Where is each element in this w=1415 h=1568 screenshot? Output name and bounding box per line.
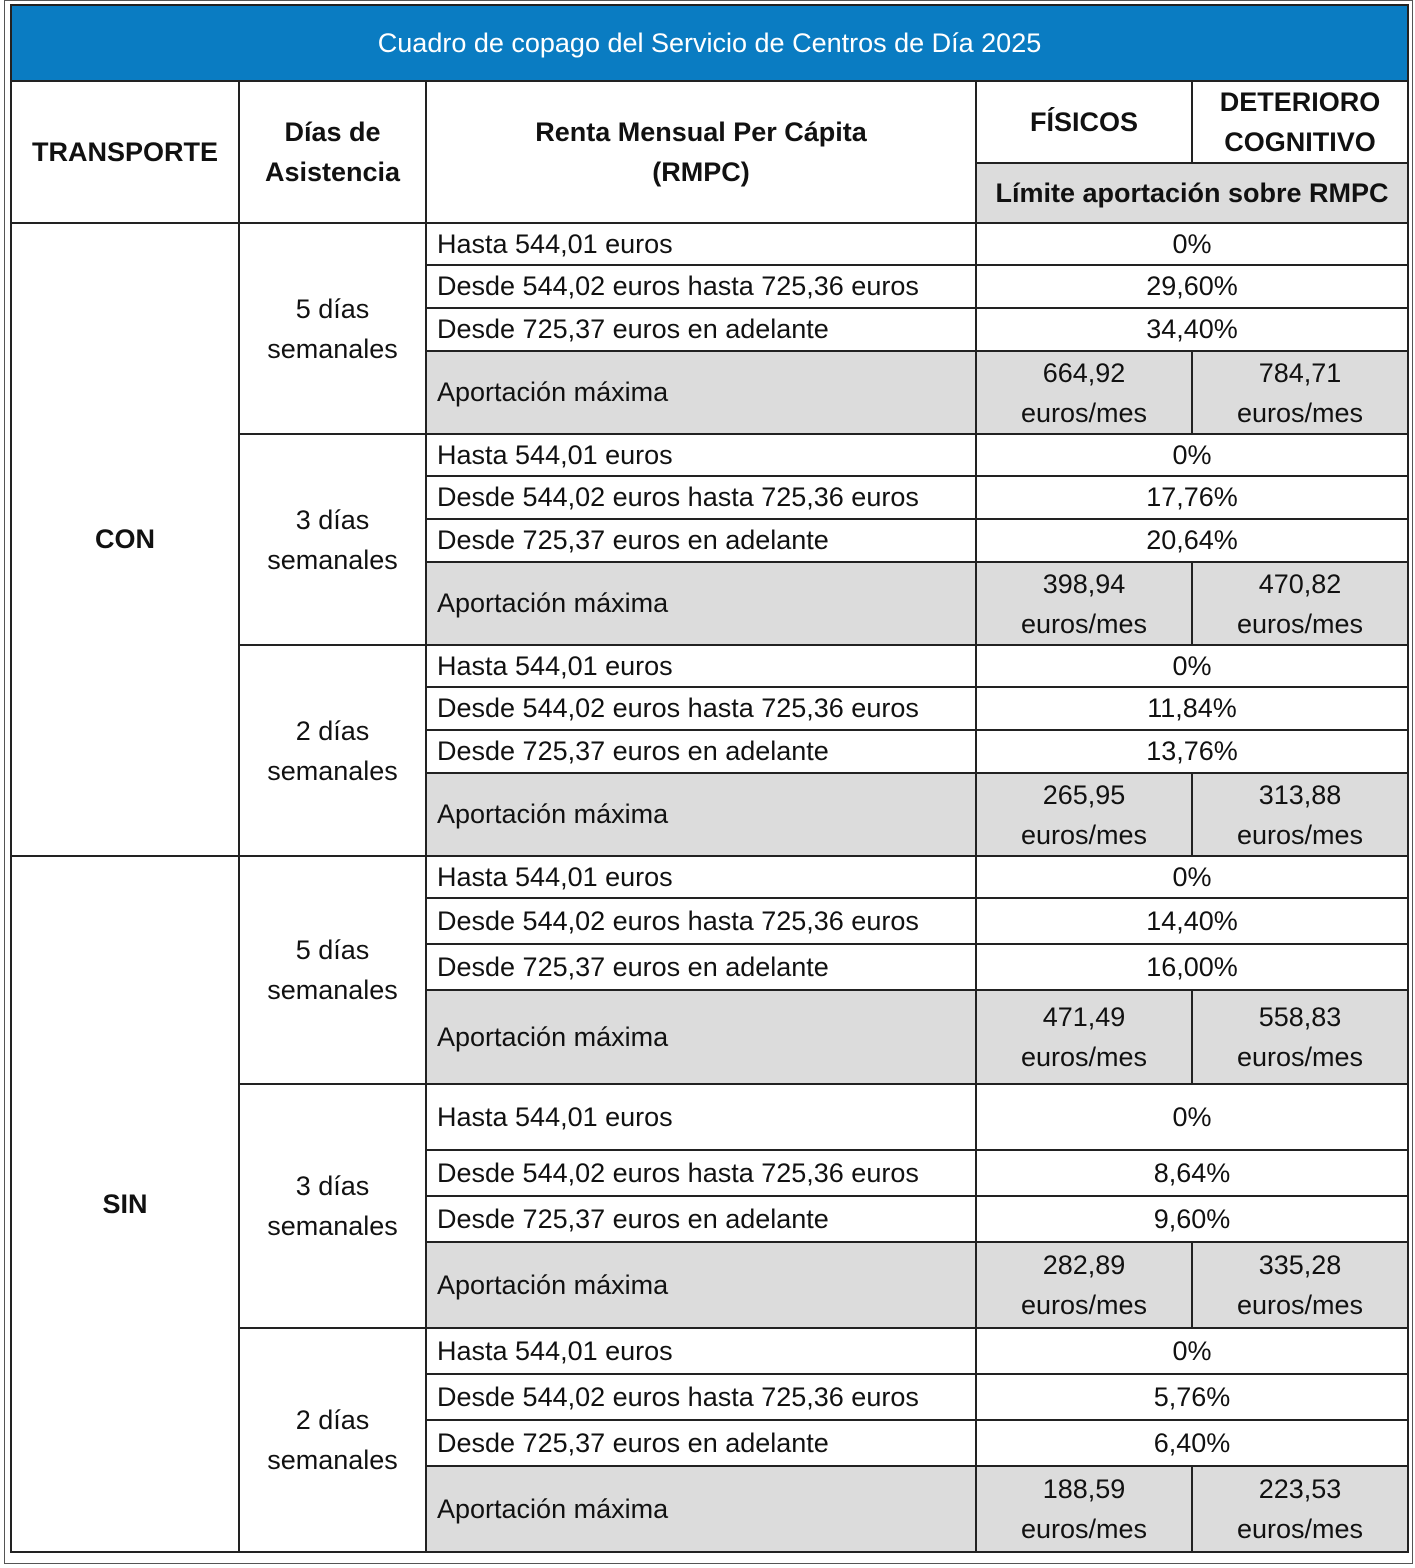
renta-range-cell: Desde 544,02 euros hasta 725,36 euros: [426, 476, 976, 519]
dias-cell: [239, 1084, 426, 1328]
dias-cell: [239, 434, 426, 645]
percentage-cell: 16,00%: [976, 944, 1408, 990]
aportacion-fisicos-value: 282,89: [1042, 1250, 1126, 1280]
renta-range-cell: Hasta 544,01 euros: [426, 645, 976, 687]
header-renta-line1: Renta Mensual Per Cápita: [535, 117, 867, 147]
dias-cell: [239, 645, 426, 856]
aportacion-fisicos-cell: [976, 773, 1192, 856]
aportacion-fisicos-value: 471,49: [1042, 1002, 1126, 1032]
renta-range-cell: Desde 725,37 euros en adelante: [426, 519, 976, 562]
aportacion-deterioro-value: 313,88: [1258, 779, 1342, 810]
copago-table: [10, 4, 1409, 1553]
percentage-cell: 17,76%: [976, 476, 1408, 519]
aportacion-deterioro-value: 335,28: [1258, 1250, 1342, 1280]
header-deterioro-line1: DETERIORO: [1219, 87, 1381, 117]
renta-range-cell: Desde 544,02 euros hasta 725,36 euros: [426, 898, 976, 944]
percentage-cell: 0%: [976, 645, 1408, 687]
aportacion-fisicos-cell: [976, 351, 1192, 434]
header-dias-line2: Asistencia: [264, 157, 401, 187]
percentage-cell: 0%: [976, 223, 1408, 265]
percentage-cell: 6,40%: [976, 1420, 1408, 1466]
table-body: [11, 223, 1408, 1552]
renta-range-cell: Desde 725,37 euros en adelante: [426, 730, 976, 773]
aportacion-maxima-label: Aportación máxima: [426, 773, 976, 856]
percentage-cell: 34,40%: [976, 308, 1408, 351]
aportacion-maxima-label: Aportación máxima: [426, 990, 976, 1084]
aportacion-maxima-label: Aportación máxima: [426, 562, 976, 645]
aportacion-deterioro-cell: [1192, 990, 1408, 1084]
renta-range-cell: Desde 544,02 euros hasta 725,36 euros: [426, 687, 976, 730]
aportacion-deterioro-unit: euros/mes: [1236, 1042, 1364, 1072]
dias-value: 5 días: [295, 293, 370, 324]
dias-unit: semanales: [267, 755, 398, 786]
header-renta: [426, 81, 976, 223]
renta-range-cell: Desde 544,02 euros hasta 725,36 euros: [426, 1374, 976, 1420]
renta-range-cell: Desde 725,37 euros en adelante: [426, 308, 976, 351]
aportacion-deterioro-cell: [1192, 562, 1408, 645]
aportacion-fisicos-value: 664,92: [1042, 357, 1126, 388]
table-row: [11, 223, 1408, 265]
renta-range-cell: Hasta 544,01 euros: [426, 856, 976, 898]
dias-cell: [239, 1328, 426, 1552]
aportacion-fisicos-unit: euros/mes: [1020, 819, 1148, 850]
aportacion-fisicos-unit: euros/mes: [1020, 608, 1148, 639]
aportacion-fisicos-value: 398,94: [1042, 568, 1126, 599]
dias-value: 5 días: [295, 935, 370, 965]
aportacion-fisicos-value: 188,59: [1042, 1474, 1126, 1504]
percentage-cell: 11,84%: [976, 687, 1408, 730]
percentage-cell: 0%: [976, 434, 1408, 476]
header-transporte: TRANSPORTE: [11, 81, 239, 223]
percentage-cell: 14,40%: [976, 898, 1408, 944]
table-row: [11, 856, 1408, 898]
renta-range-cell: Desde 544,02 euros hasta 725,36 euros: [426, 265, 976, 308]
renta-range-cell: Hasta 544,01 euros: [426, 1328, 976, 1374]
header-dias: [239, 81, 426, 223]
dias-value: 3 días: [295, 1171, 370, 1201]
aportacion-deterioro-value: 784,71: [1258, 357, 1342, 388]
aportacion-deterioro-cell: [1192, 773, 1408, 856]
dias-unit: semanales: [267, 975, 398, 1005]
dias-value: 2 días: [295, 1405, 370, 1435]
aportacion-maxima-label: Aportación máxima: [426, 1466, 976, 1552]
aportacion-deterioro-cell: [1192, 351, 1408, 434]
aportacion-fisicos-value: 265,95: [1042, 779, 1126, 810]
percentage-cell: 13,76%: [976, 730, 1408, 773]
percentage-cell: 20,64%: [976, 519, 1408, 562]
dias-value: 3 días: [295, 504, 370, 535]
aportacion-deterioro-value: 470,82: [1258, 568, 1342, 599]
renta-range-cell: Hasta 544,01 euros: [426, 434, 976, 476]
header-limite: Límite aportación sobre RMPC: [976, 163, 1408, 223]
aportacion-fisicos-unit: euros/mes: [1020, 1290, 1148, 1320]
renta-range-cell: Desde 725,37 euros en adelante: [426, 944, 976, 990]
dias-unit: semanales: [267, 544, 398, 575]
aportacion-maxima-label: Aportación máxima: [426, 351, 976, 434]
percentage-cell: 0%: [976, 856, 1408, 898]
renta-range-cell: Hasta 544,01 euros: [426, 1084, 976, 1150]
renta-range-cell: Hasta 544,01 euros: [426, 223, 976, 265]
aportacion-deterioro-cell: [1192, 1466, 1408, 1552]
aportacion-deterioro-cell: [1192, 1242, 1408, 1328]
header-deterioro: [1192, 81, 1408, 163]
aportacion-maxima-label: Aportación máxima: [426, 1242, 976, 1328]
header-fisicos: FÍSICOS: [976, 81, 1192, 163]
renta-range-cell: Desde 725,37 euros en adelante: [426, 1420, 976, 1466]
aportacion-fisicos-cell: [976, 990, 1192, 1084]
percentage-cell: 5,76%: [976, 1374, 1408, 1420]
aportacion-deterioro-value: 223,53: [1258, 1474, 1342, 1504]
dias-unit: semanales: [267, 333, 398, 364]
header-renta-line2: (RMPC): [652, 157, 750, 187]
aportacion-fisicos-cell: [976, 562, 1192, 645]
percentage-cell: 0%: [976, 1328, 1408, 1374]
dias-cell: [239, 223, 426, 434]
aportacion-fisicos-unit: euros/mes: [1020, 1514, 1148, 1544]
dias-value: 2 días: [295, 715, 370, 746]
transporte-cell: SIN: [11, 856, 239, 1552]
dias-unit: semanales: [267, 1445, 398, 1475]
aportacion-fisicos-cell: [976, 1242, 1192, 1328]
percentage-cell: 8,64%: [976, 1150, 1408, 1196]
percentage-cell: 9,60%: [976, 1196, 1408, 1242]
percentage-cell: 0%: [976, 1084, 1408, 1150]
transporte-cell: CON: [11, 223, 239, 856]
aportacion-deterioro-unit: euros/mes: [1236, 608, 1364, 639]
header-dias-line1: Días de: [284, 117, 381, 147]
aportacion-deterioro-value: 558,83: [1258, 1002, 1342, 1032]
renta-range-cell: Desde 544,02 euros hasta 725,36 euros: [426, 1150, 976, 1196]
renta-range-cell: Desde 725,37 euros en adelante: [426, 1196, 976, 1242]
aportacion-fisicos-unit: euros/mes: [1020, 1042, 1148, 1072]
header-deterioro-line2: COGNITIVO: [1224, 127, 1376, 157]
percentage-cell: 29,60%: [976, 265, 1408, 308]
table-title: Cuadro de copago del Servicio de Centros de Día 2025: [11, 5, 1408, 81]
aportacion-deterioro-unit: euros/mes: [1236, 1514, 1364, 1544]
aportacion-fisicos-unit: euros/mes: [1020, 397, 1148, 428]
aportacion-deterioro-unit: euros/mes: [1236, 397, 1364, 428]
dias-cell: [239, 856, 426, 1084]
aportacion-deterioro-unit: euros/mes: [1236, 819, 1364, 850]
aportacion-fisicos-cell: [976, 1466, 1192, 1552]
aportacion-deterioro-unit: euros/mes: [1236, 1290, 1364, 1320]
dias-unit: semanales: [267, 1211, 398, 1241]
